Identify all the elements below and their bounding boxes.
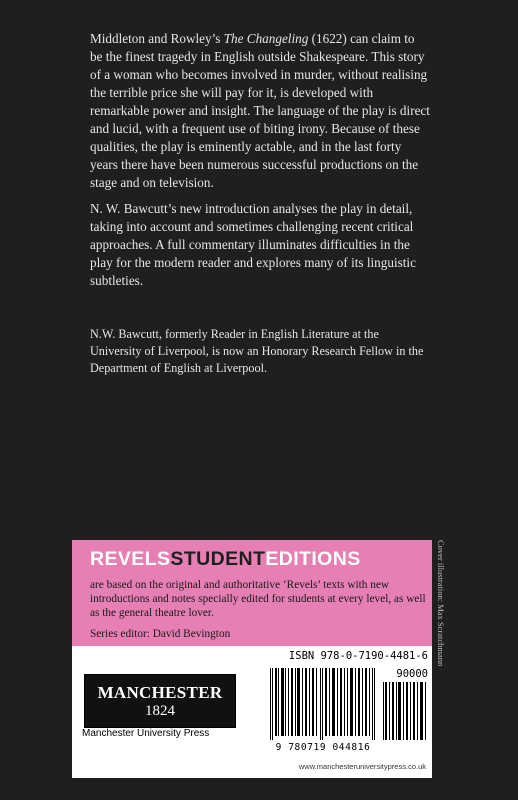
series-description: are based on the original and authoritative ‘Revels’ texts with new introductions and notes specially edited for students at every level, as well as the general theatre lover. xyxy=(90,579,426,619)
series-title-part: EDITIONS xyxy=(265,548,361,570)
publisher-logo xyxy=(78,668,238,748)
series-editor: Series editor: David Bevington xyxy=(90,628,231,640)
ean-barcode xyxy=(268,668,378,740)
play-title: The Changeling xyxy=(223,31,309,46)
publisher-url: www.manchesteruniversitypress.co.uk xyxy=(298,762,426,771)
addon-digits: 90000 xyxy=(396,668,428,680)
series-title xyxy=(90,548,361,571)
blurb-text: Middleton and Rowley’s xyxy=(90,31,224,46)
series-title-part: REVELS xyxy=(90,548,171,570)
series-band xyxy=(72,540,432,646)
publisher-panel xyxy=(72,646,432,778)
press-name: Manchester University Press xyxy=(82,728,210,739)
back-cover-blurb xyxy=(90,30,430,298)
ean-digits: 9 780719 044816 xyxy=(275,742,371,753)
blurb-paragraph-1 xyxy=(90,30,430,192)
logo-word: MANCHESTER xyxy=(97,683,223,702)
cover-credit xyxy=(438,540,454,780)
addon-barcode xyxy=(382,682,428,740)
logo-block xyxy=(84,674,236,728)
editor-bio: N.W. Bawcutt, formerly Reader in English Literature at the University of Liverpool, is now an Honorary Research Fellow in the Department of English at Liverpool. xyxy=(90,327,424,375)
blurb-text: (1622) can claim to be the finest tragedy in English outside Shakespeare. This story of a woman who becomes involved in murder, without realising the terrible price she will pay for it, is developed with remarkable power and insight. The language of the play is direct and lucid, with a frequent use of biting irony. Because of these qualities, the play is eminently actable, and in the last forty years there have been numerous successful productions on the stage and on television. xyxy=(90,31,430,190)
isbn-text: ISBN 978-0-7190-4481-6 xyxy=(288,650,428,662)
logo-year: 1824 xyxy=(145,703,175,719)
cover-credit-text: Cover illustration: Max Scratchmann xyxy=(436,540,446,667)
series-title-part: STUDENT xyxy=(170,548,266,570)
blurb-paragraph-2: N. W. Bawcutt’s new introduction analyses the play in detail, taking into account and sometimes challenging recent critical approaches. A full commentary illuminates difficulties in the play for the modern reader and explores many of its linguistic subtleties. xyxy=(90,201,416,288)
